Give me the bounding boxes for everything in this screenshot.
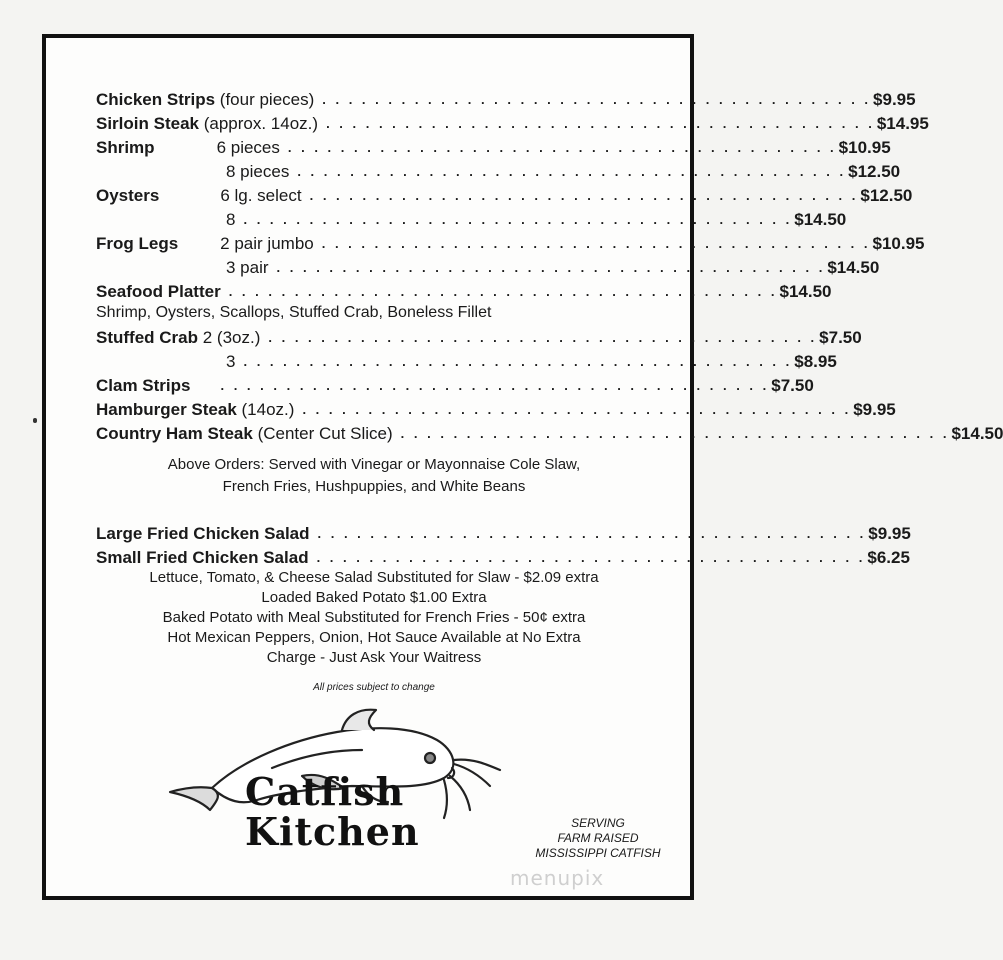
item-name: Large Fried Chicken Salad (96, 524, 310, 543)
item-name: Hamburger Steak (96, 400, 237, 419)
leader-dots: . . . . . . . . . . . . . . . . . . . . . . . . . . . . . . . . . . . . . . . . . . (243, 354, 793, 369)
brand-name (245, 769, 420, 854)
item-desc: 3 (226, 352, 236, 371)
item-desc: (Center Cut Slice) (257, 424, 393, 443)
menu-item (96, 420, 1003, 444)
item-name: Shrimp (96, 138, 155, 157)
leader-dots: . . . . . . . . . . . . . . . . . . . . . . . . . . . . . . . . . . . . . . . . . . (309, 188, 859, 203)
leader-dots: . . . . . . . . . . . . . . . . . . . . . . . . . . . . . . . . . . . . . . . . . . (322, 92, 872, 107)
item-desc: 8 (226, 210, 236, 229)
salad-item (96, 520, 911, 544)
item-name: Frog Legs (96, 234, 179, 253)
leader-dots: . . . . . . . . . . . . . . . . . . . . . . . . . . . . . . . . . . . . . . . . . . (228, 284, 778, 299)
menu-item (96, 324, 862, 348)
item-desc: (approx. 14oz.) (203, 114, 319, 133)
item-name: Country Ham Steak (96, 424, 253, 443)
item-name: Seafood Platter (96, 282, 221, 301)
serving-line: FARM RAISED (557, 831, 639, 845)
serving-line: MISSISSIPPI CATFISH (535, 846, 661, 860)
item-price: $8.95 (794, 352, 837, 371)
menu-item (96, 372, 814, 396)
extra-note-line: Hot Mexican Peppers, Onion, Hot Sauce Available at No Extra (167, 629, 581, 646)
item-name: Sirloin Steak (96, 114, 199, 133)
salad-item (96, 544, 910, 568)
item-desc: 2 pair jumbo (220, 234, 314, 253)
leader-dots: . . . . . . . . . . . . . . . . . . . . . . . . . . . . . . . . . . . . . . . . . . (302, 402, 852, 417)
price-disclaimer: All prices subject to change (313, 682, 435, 693)
item-name: Clam Strips (96, 376, 191, 395)
served-note-line: Above Orders: Served with Vinegar or Mayonnaise Cole Slaw, (167, 456, 581, 473)
serving-line: SERVING (571, 816, 625, 830)
served-note-line: French Fries, Hushpuppies, and White Beans (222, 478, 526, 495)
serving-tagline (518, 816, 678, 861)
menu-item (96, 86, 916, 110)
item-price: $12.50 (860, 186, 913, 205)
item-name: Small Fried Chicken Salad (96, 548, 309, 567)
menu-item (96, 230, 925, 254)
watermark: menupix (510, 866, 605, 890)
item-price: $10.95 (872, 234, 925, 253)
item-price: $9.95 (853, 400, 896, 419)
brand-line-2: Kitchen (245, 809, 420, 854)
item-price: $10.95 (838, 138, 891, 157)
item-desc: 6 lg. select (220, 186, 302, 205)
item-price: $9.95 (868, 524, 911, 543)
item-name: Stuffed Crab (96, 328, 198, 347)
leader-dots: . . . . . . . . . . . . . . . . . . . . . . . . . . . . . . . . . . . . . . . . . . (326, 116, 875, 131)
leader-dots: . . . . . . . . . . . . . . . . . . . . . . . . . . . . . . . . . . . . . . . . . . (287, 140, 837, 155)
leader-dots: . . . . . . . . . . . . . . . . . . . . . . . . . . . . . . . . . . . . . . . . . . (321, 236, 871, 251)
item-price: $6.25 (867, 548, 910, 567)
brand-line-1: Catfish (245, 769, 405, 814)
item-desc: (14oz.) (241, 400, 295, 419)
extra-note-line: Baked Potato with Meal Substituted for French Fries - 50¢ extra (162, 609, 586, 626)
extra-note-line: Lettuce, Tomato, & Cheese Salad Substituted for Slaw - $2.09 extra (149, 569, 599, 586)
leader-dots: . . . . . . . . . . . . . . . . . . . . . . . . . . . . . . . . . . . . . . . . . . (268, 330, 818, 345)
leader-dots: . . . . . . . . . . . . . . . . . . . . . . . . . . . . . . . . . . . . . . . . . . (243, 212, 793, 227)
menu-list (96, 86, 1003, 693)
item-price: $7.50 (771, 376, 814, 395)
menu-item (96, 396, 896, 420)
item-desc: 8 pieces (226, 162, 290, 181)
leader-dots: . . . . . . . . . . . . . . . . . . . . . . . . . . . . . . . . . . . . . . . . . . (317, 526, 867, 541)
leader-dots: . . . . . . . . . . . . . . . . . . . . . . . . . . . . . . . . . . . . . . . . . . (316, 550, 866, 565)
leader-dots: . . . . . . . . . . . . . . . . . . . . . . . . . . . . . . . . . . . . . . . . . . (400, 426, 950, 441)
item-desc: 2 (3oz.) (202, 328, 261, 347)
menu-item (96, 206, 847, 230)
item-price: $7.50 (819, 328, 862, 347)
item-price: $14.50 (827, 258, 880, 277)
item-price: $14.50 (794, 210, 847, 229)
item-price: $9.95 (873, 90, 916, 109)
item-name: Chicken Strips (96, 90, 216, 109)
item-desc: 3 pair (226, 258, 269, 277)
seafood-platter-note: Shrimp, Oysters, Scallops, Stuffed Crab, Boneless Fillet (96, 304, 492, 321)
menu-item (96, 158, 901, 182)
item-desc: (four pieces) (219, 90, 315, 109)
item-price: $12.50 (848, 162, 901, 181)
menu-item (96, 254, 880, 278)
item-price: $14.50 (779, 282, 832, 301)
menu-item (96, 110, 929, 134)
leader-dots: . . . . . . . . . . . . . . . . . . . . . . . . . . . . . . . . . . . . . . . . . . (297, 164, 847, 179)
leader-dots: . . . . . . . . . . . . . . . . . . . . . . . . . . . . . . . . . . . . . . . . . . (276, 260, 826, 275)
extra-note-line: Loaded Baked Potato $1.00 Extra (261, 589, 487, 606)
item-name: Oysters (96, 186, 160, 205)
extra-note-line: Charge - Just Ask Your Waitress (266, 649, 482, 666)
menu-item (96, 182, 913, 206)
menu-item (96, 278, 832, 302)
item-price: $14.50 (951, 424, 1003, 443)
leader-dots: . . . . . . . . . . . . . . . . . . . . . . . . . . . . . . . . . . . . . . . . . . (220, 378, 770, 393)
menu-item (96, 348, 837, 372)
item-price: $14.95 (876, 114, 929, 133)
menu-item (96, 134, 891, 158)
scan-speck (33, 418, 37, 423)
item-desc: 6 pieces (216, 138, 280, 157)
